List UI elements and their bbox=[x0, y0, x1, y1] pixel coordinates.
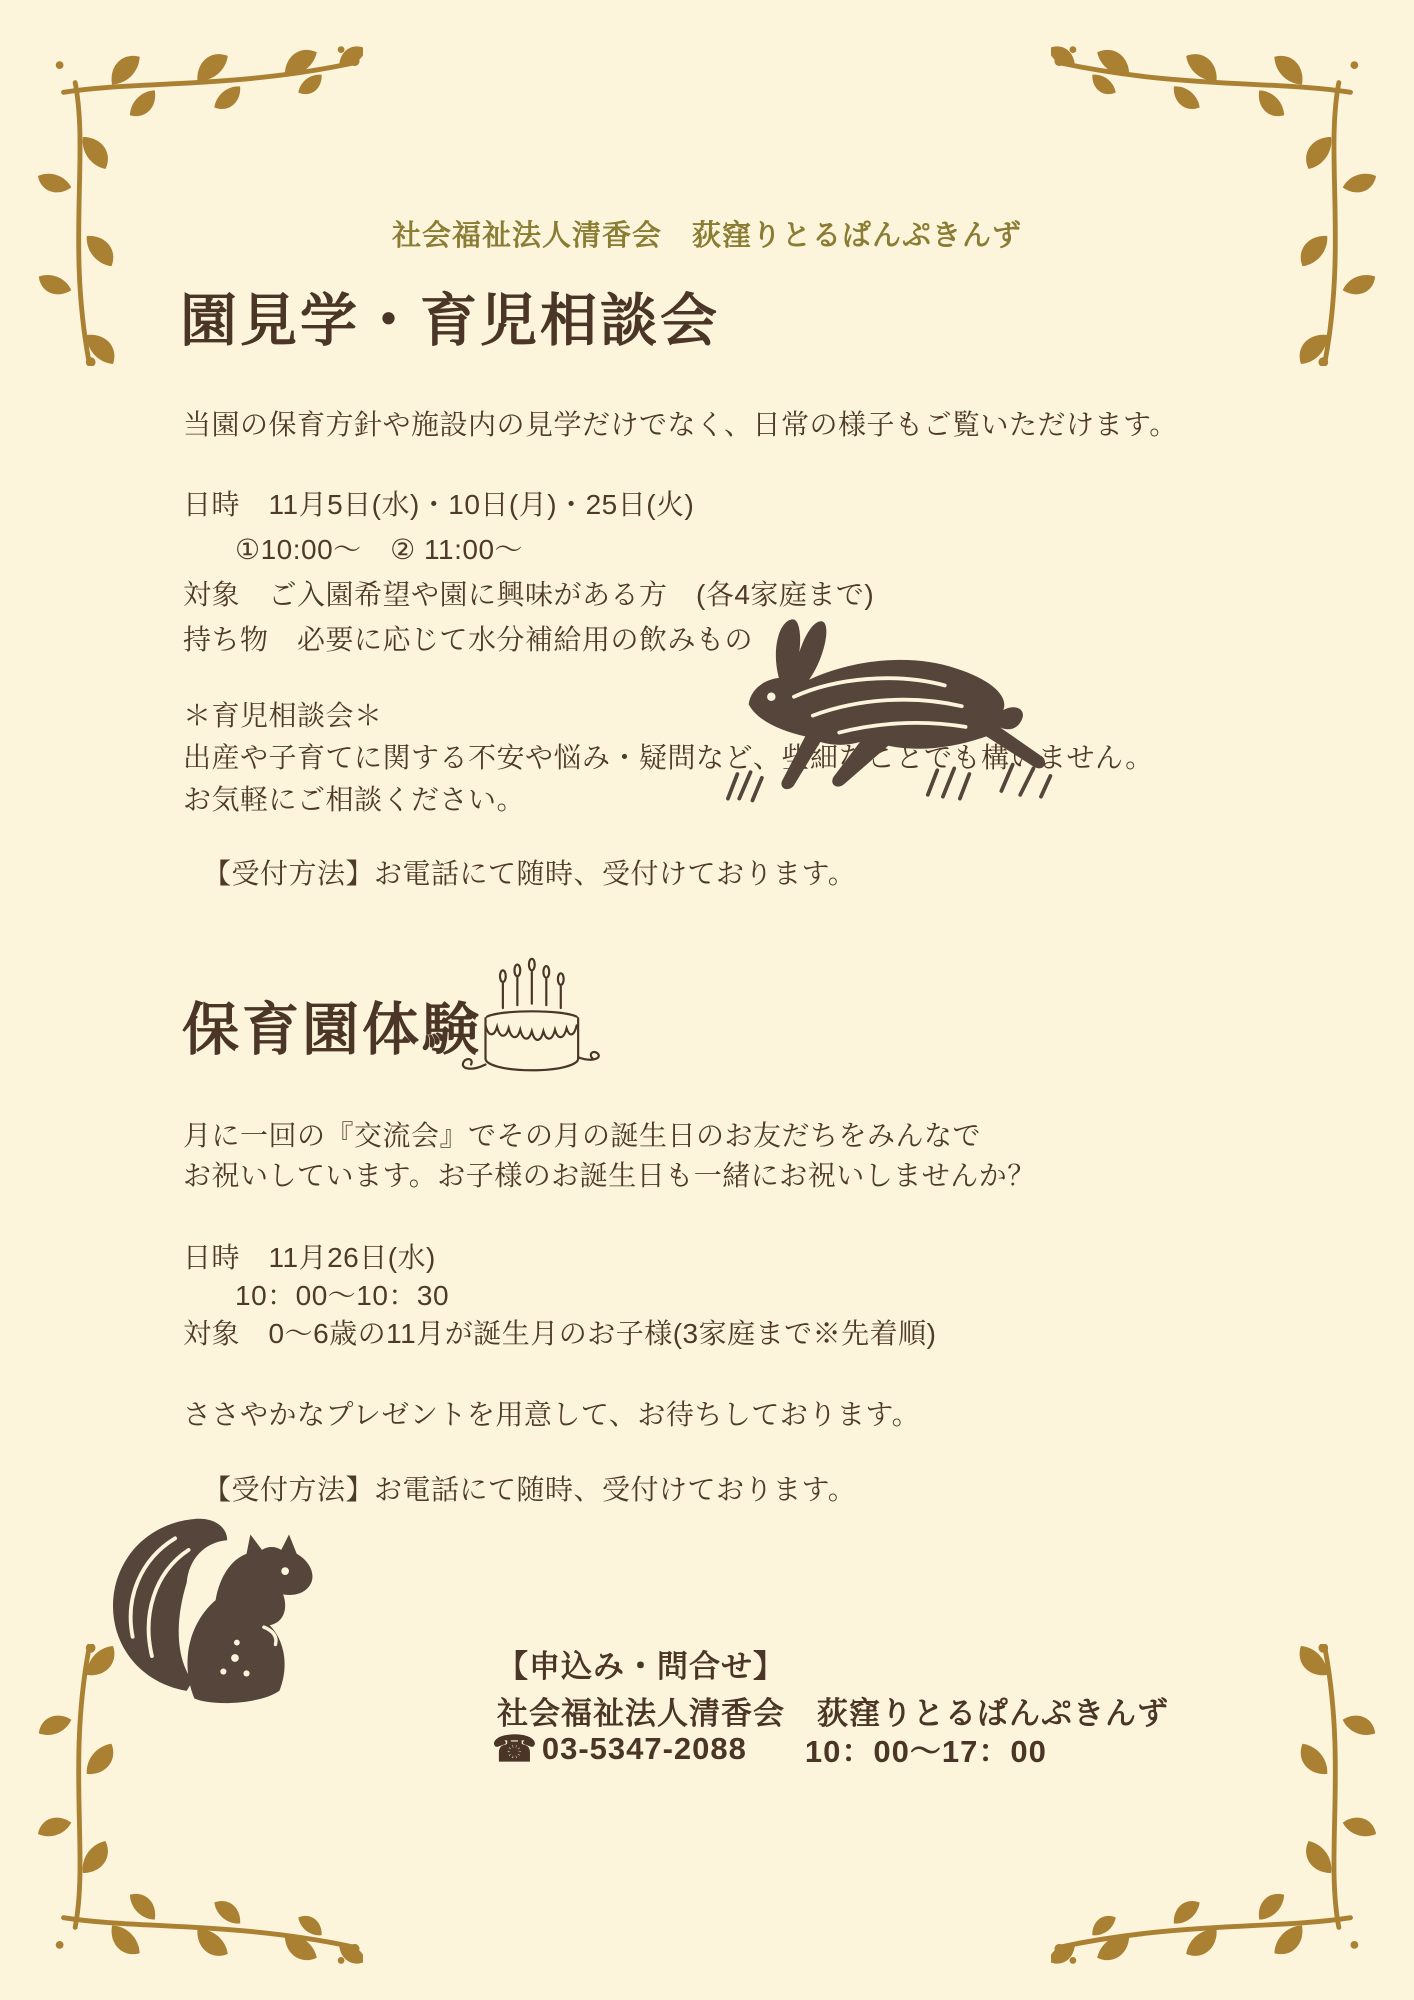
consult-heading: ＊育児相談会＊ bbox=[183, 700, 383, 731]
contact-phone-row bbox=[492, 1726, 1047, 1771]
visit-info-line-items: 持ち物 必要に応じて水分補給用の飲みもの bbox=[183, 624, 754, 655]
experience-intro-line: 月に一回の『交流会』でその月の誕生日のお友だちをみんなで bbox=[183, 1120, 982, 1151]
vine-ornament-top-right-icon bbox=[1051, 36, 1386, 366]
experience-info-line-target: 対象 0～6歳の11月が誕生月のお子様(3家庭まで※先着順) bbox=[183, 1318, 937, 1349]
visit-section-title: 園見学・育児相談会 bbox=[180, 289, 720, 353]
contact-heading: 【申込み・問合せ】 bbox=[497, 1649, 785, 1684]
visit-info-line-times: ①10:00～ ② 11:00～ bbox=[235, 534, 524, 565]
experience-intro-line: お祝いしています。お子様のお誕生日も一緒にお祝いしませんか？ bbox=[183, 1160, 1036, 1191]
contact-hours: 10：00～17：00 bbox=[804, 1734, 1047, 1769]
gift-note: ささやかなプレゼントを用意して、お待ちしております。 bbox=[183, 1399, 921, 1430]
experience-info-line-datetime: 日時 11月26日(水) bbox=[183, 1242, 436, 1273]
contact-org: 社会福祉法人清香会 荻窪りとるぱんぷきんず bbox=[497, 1696, 1169, 1731]
org-header-line: 社会福祉法人清香会 荻窪りとるぱんぷきんず bbox=[391, 220, 1022, 252]
squirrel-illustration bbox=[92, 1492, 347, 1714]
consult-line: 出産や子育てに関する不安や悩み・疑問など、些細なことでも構いません。 bbox=[183, 742, 1154, 773]
experience-info-line-time: 10：00～10：30 bbox=[235, 1280, 450, 1311]
contact-phone-number: 03-5347-2088 bbox=[541, 1730, 747, 1766]
birthday-cake-icon bbox=[458, 950, 610, 1095]
consult-line: お気軽にご相談ください。 bbox=[183, 784, 526, 815]
rabbit-illustration bbox=[722, 610, 1062, 808]
experience-section-title: 保育園体験 bbox=[182, 998, 482, 1062]
experience-reception-note: 【受付方法】お電話にて随時、受付けております。 bbox=[203, 1474, 857, 1505]
phone-icon: ☎ bbox=[492, 1727, 538, 1769]
visit-intro: 当園の保育方針や施設内の見学だけでなく、日常の様子もご覧いただけます。 bbox=[183, 409, 1178, 440]
visit-reception-note: 【受付方法】お電話にて随時、受付けております。 bbox=[203, 858, 857, 889]
visit-info-line-target: 対象 ご入園希望や園に興味がある方 (各4家庭まで) bbox=[183, 579, 875, 610]
visit-info-line-datetime: 日時 11月5日(水)・10日(月)・25日(火) bbox=[183, 489, 695, 520]
